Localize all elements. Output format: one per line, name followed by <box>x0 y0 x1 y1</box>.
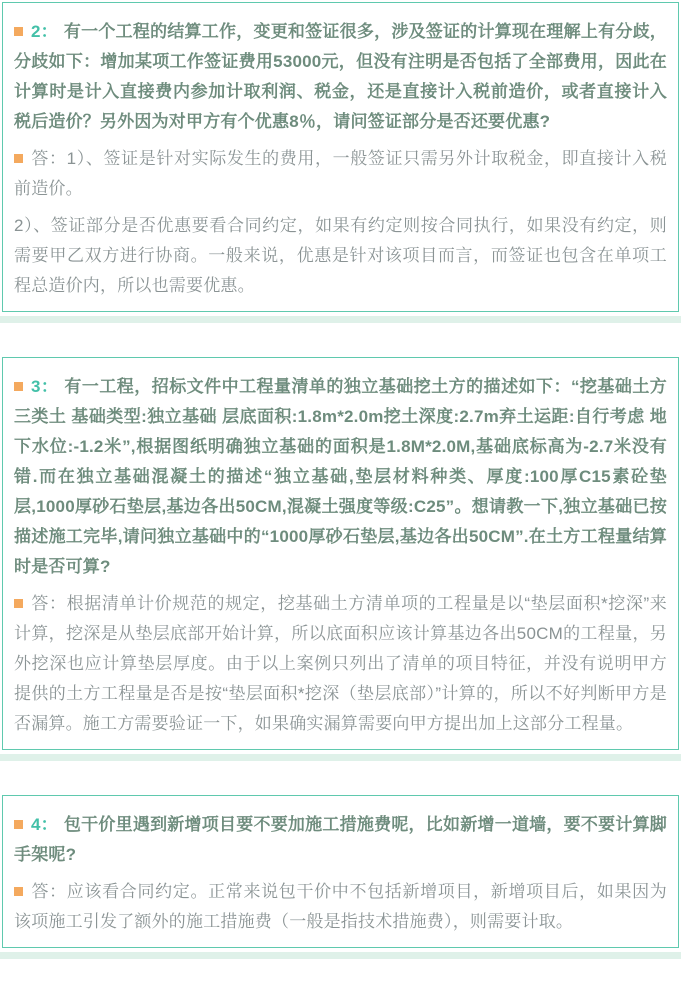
qa-card-2 <box>2 2 679 312</box>
question-text: 有一工程，招标文件中工程量清单的独立基础挖土方的描述如下：“挖基础土方 三类土 基础类型:独立基础 层底面积:1.8m*2.0m挖土深度:2.7m弃土运距:自行考虑 地下水位:-1.2米”,根据图纸明确独立基础的面积是1.8M*2.0M,基础底标高为-2.7米没有错.而在独立基础混凝土的描述“独立基础,垫层材料种类、厚度:100厚C15素砼垫层,1000厚砂石垫层,基边各出50CM,混凝土强度等级:C25”。想请教一下,独立基础已按描述施工完毕,请问独立基础中的“1000厚砂石垫层,基边各出50CM”.在土方工程量结算时是否可算? <box>14 377 667 576</box>
bullet-square-icon <box>14 599 23 608</box>
bullet-square-icon <box>14 820 23 829</box>
question-number: 2： <box>31 22 58 41</box>
answer-paragraph <box>14 211 667 301</box>
question-number: 3： <box>31 377 59 396</box>
question-paragraph <box>14 810 667 870</box>
question-paragraph <box>14 372 667 582</box>
bullet-square-icon <box>14 887 23 896</box>
question-text: 有一个工程的结算工作，变更和签证很多，涉及签证的计算现在理解上有分歧，分歧如下：增加某项工作签证费用53000元，但没有注明是否包括了全部费用，因此在计算时是计入直接费内参加计取利润、税金，还是直接计入税前造价，或者直接计入税后造价？另外因为对甲方有个优惠8％，请问签证部分是否还要优惠? <box>14 22 667 131</box>
card-separator-strip <box>0 952 681 959</box>
question-paragraph <box>14 17 667 137</box>
bullet-square-icon <box>14 382 23 391</box>
card-separator-strip <box>0 316 681 323</box>
question-number: 4： <box>31 815 58 834</box>
answer-text: 答：根据清单计价规范的规定，挖基础土方清单项的工程量是以“垫层面积*挖深”来计算，挖深是从垫层底部开始计算，所以底面积应该计算基边各出50CM的工程量，另外挖深也应计算垫层厚度。由于以上案例只列出了清单的项目特征，并没有说明甲方提供的土方工程量是否是按“垫层面积*挖深（垫层底部）”计算的，所以不好判断甲方是否漏算。施工方需要验证一下，如果确实漏算需要向甲方提出加上这部分工程量。 <box>14 594 667 733</box>
bullet-square-icon <box>14 154 23 163</box>
answer-text: 2）、签证部分是否优惠要看合同约定，如果有约定则按合同执行，如果没有约定，则需要甲乙双方进行协商。一般来说，优惠是针对该项目而言，而签证也包含在单项工程总造价内，所以也需要优惠。 <box>14 216 667 295</box>
qa-card-3 <box>2 357 679 750</box>
answer-text: 答：应该看合同约定。正常来说包干价中不包括新增项目，新增项目后，如果因为该项施工引发了额外的施工措施费（一般是指技术措施费），则需要计取。 <box>14 882 667 931</box>
answer-paragraph <box>14 877 667 937</box>
qa-card-4 <box>2 795 679 948</box>
bullet-square-icon <box>14 27 23 36</box>
card-separator-strip <box>0 754 681 761</box>
answer-paragraph <box>14 144 667 204</box>
question-text: 包干价里遇到新增项目要不要加施工措施费呢，比如新增一道墙，要不要计算脚手架呢? <box>14 815 667 864</box>
qa-cards-container <box>0 2 681 959</box>
answer-paragraph <box>14 589 667 739</box>
answer-text: 答：1）、签证是针对实际发生的费用，一般签证只需另外计取税金，即直接计入税前造价。 <box>14 149 667 198</box>
